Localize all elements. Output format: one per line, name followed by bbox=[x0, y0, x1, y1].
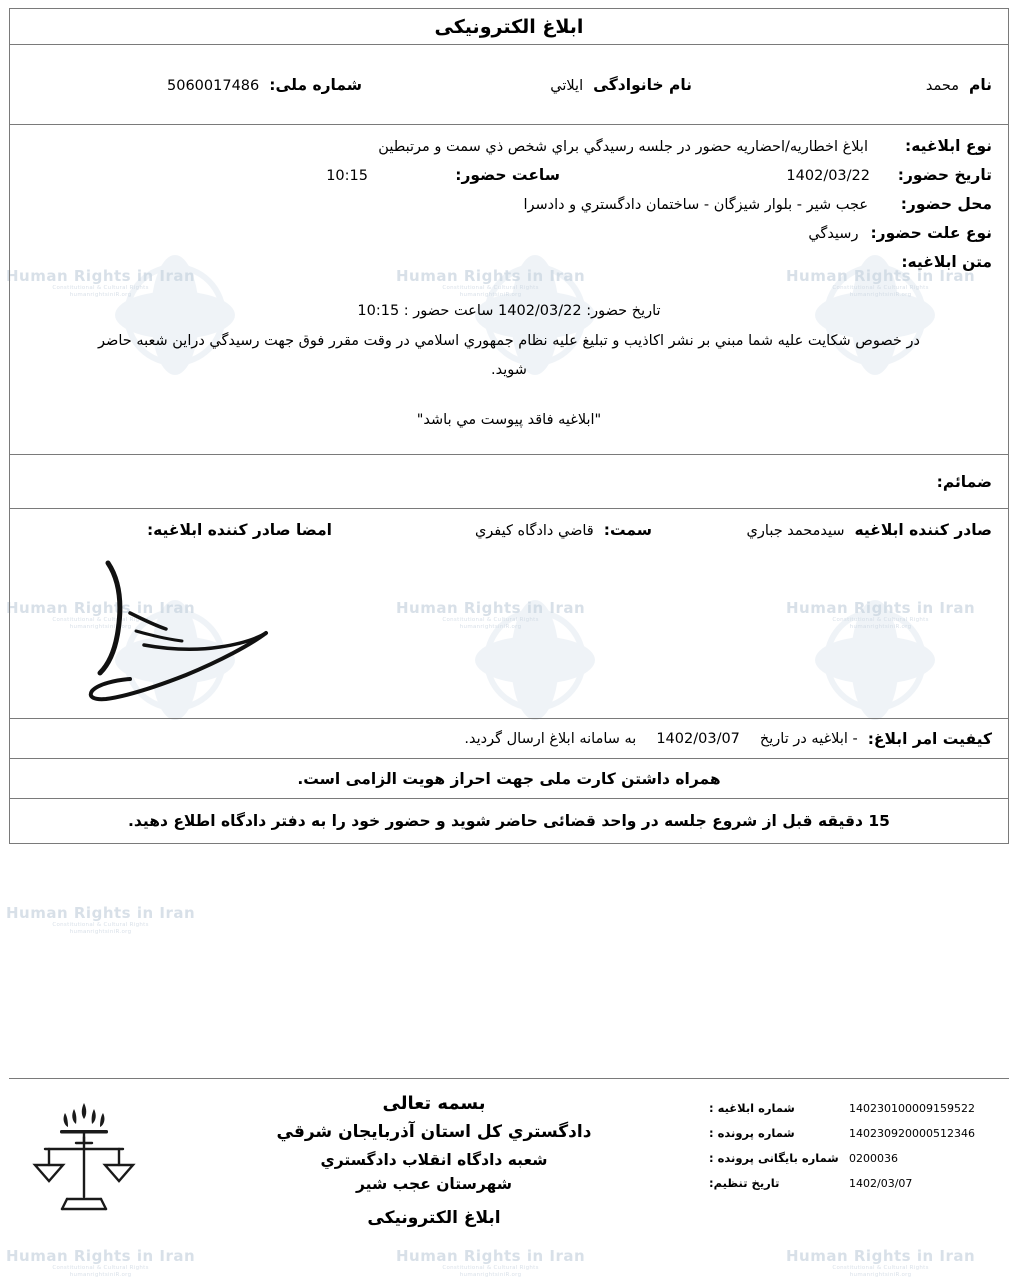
notice-details bbox=[10, 125, 1008, 455]
field-issuer bbox=[652, 521, 992, 539]
attachments-row bbox=[10, 455, 1008, 509]
field-name bbox=[692, 76, 992, 94]
field-family-name bbox=[362, 76, 692, 94]
letterhead-meta bbox=[709, 1093, 1009, 1201]
meta-label: شماره پرونده : bbox=[709, 1126, 795, 1140]
position-label: سمت: bbox=[603, 521, 652, 540]
field-attend-datetime bbox=[26, 166, 992, 184]
meta-row bbox=[709, 1126, 1009, 1140]
notice-type-label: نوع ابلاغیه: bbox=[905, 137, 992, 155]
field-national-id bbox=[26, 76, 362, 94]
issuer-label: صادر کننده ابلاغیه bbox=[854, 521, 992, 540]
name-label: نام bbox=[968, 75, 992, 94]
position-value: قاضي دادگاه کیفري bbox=[474, 523, 594, 540]
attend-reason-label: نوع علت حضور: bbox=[870, 224, 992, 242]
scales-of-justice-icon bbox=[29, 1099, 139, 1219]
meta-row bbox=[709, 1176, 1009, 1190]
attend-place-label: محل حضور: bbox=[900, 195, 992, 213]
judiciary-emblem bbox=[9, 1093, 159, 1219]
issuer-value: سیدمحمد جباري bbox=[746, 523, 845, 540]
notice-type-value: ابلاغ اخطاریه/احضاریه حضور در جلسه رسیدگي براي شخص ذي سمت و مرتبطین bbox=[378, 139, 868, 155]
signature-image bbox=[70, 553, 300, 703]
notice-text-line-1: تاریخ حضور: 1402/03/22 ساعت حضور : 10:15 bbox=[357, 303, 661, 319]
attachments-label: ضمائم: bbox=[936, 472, 992, 491]
letterhead-doc-type: ابلاغ الکترونیکی bbox=[367, 1208, 501, 1229]
notice-text-line-2: در خصوص شکایت علیه شما مبني بر نشر اکاذیب و تبلیغ علیه نظام جمهوري اسلامي در وقت مقرر فوق جهت رسیدگي دراین شعبه حاضر شوید. bbox=[98, 332, 920, 379]
watermark-text: Human Rights in Iran Constitutional & Cultural Rights humanrightsiniR.org bbox=[786, 267, 976, 298]
watermark-text: Human Rights in Iran Constitutional & Cultural Rights humanrightsiniR.org bbox=[396, 267, 586, 298]
delivery-value: - ابلاغیه در تاریخ bbox=[759, 730, 858, 747]
attend-date-value: 1402/03/22 bbox=[786, 168, 870, 184]
organization-line-3: شهرستان عجب شیر bbox=[356, 1175, 512, 1194]
attend-time-value: 10:15 bbox=[326, 168, 368, 184]
notice-text-body bbox=[26, 297, 992, 386]
basmala-text: بسمه تعالی bbox=[382, 1093, 486, 1114]
family-name-label: نام خانوادگی bbox=[593, 75, 692, 94]
notice-arrive-early: 15 دقیقه قبل از شروع جلسه در واحد قضائی حاضر شوید و حضور خود را به دفتر دادگاه اطلاع دهید. bbox=[128, 812, 890, 831]
issuer-line bbox=[26, 521, 992, 539]
field-position bbox=[332, 521, 652, 539]
field-attend-date bbox=[572, 166, 992, 184]
attend-reason-value: رسیدگي bbox=[808, 226, 859, 242]
document-title: ابلاغ الکترونیکی bbox=[10, 9, 1008, 45]
watermark-text: Human Rights in Iran Constitutional & Cultural Rights humanrightsiniR.org bbox=[396, 599, 586, 630]
field-signature-label bbox=[147, 521, 332, 539]
meta-label: تاریخ تنظیم: bbox=[709, 1176, 780, 1190]
field-notice-type bbox=[26, 137, 992, 155]
delivery-status-row bbox=[10, 719, 1008, 759]
watermark-text: Human Rights in Iran Constitutional & Cultural Rights humanrightsiniR.org bbox=[786, 599, 976, 630]
watermark-text: Human Rights in Iran Constitutional & Cultural Rights humanrightsiniR.org bbox=[6, 267, 196, 298]
handwritten-signature-icon bbox=[70, 553, 300, 703]
family-name-value: ايلاتي bbox=[550, 77, 584, 94]
meta-row bbox=[709, 1151, 1009, 1165]
attend-date-label: تاریخ حضور: bbox=[897, 166, 992, 184]
notice-attachment-note: "ابلاغیه فاقد پیوست مي باشد" bbox=[416, 412, 602, 429]
watermark-text: Human Rights in Iran Constitutional & Cultural Rights humanrightsiniR.org bbox=[6, 1247, 196, 1278]
national-id-value: 5060017486 bbox=[167, 77, 260, 94]
field-attend-reason bbox=[26, 224, 992, 242]
letterhead bbox=[9, 1078, 1009, 1228]
watermark-text: Human Rights in Iran Constitutional & Cultural Rights humanrightsiniR.org bbox=[396, 1247, 586, 1278]
identity-row bbox=[10, 45, 1008, 125]
notice-document bbox=[9, 8, 1009, 844]
watermark-text: Human Rights in Iran Constitutional & Cultural Rights humanrightsiniR.org bbox=[6, 599, 196, 630]
watermark-text: Human Rights in Iran Constitutional & Cultural Rights humanrightsiniR.org bbox=[6, 904, 196, 935]
watermark-text: Human Rights in Iran Constitutional & Cultural Rights humanrightsiniR.org bbox=[786, 1247, 976, 1278]
national-id-label: شماره ملی: bbox=[269, 75, 362, 94]
meta-label: شماره بایگانی پرونده : bbox=[709, 1151, 839, 1165]
delivery-suffix: به سامانه ابلاغ ارسال گردید. bbox=[464, 730, 637, 747]
name-value: محمد bbox=[925, 77, 959, 94]
meta-value: 0200036 bbox=[849, 1152, 898, 1165]
attend-place-value: عجب شیر - بلوار شیزگان - ساختمان دادگستري و دادسرا bbox=[523, 197, 868, 213]
organization-line-2: شعبه دادگاه انقلاب دادگستري bbox=[320, 1151, 548, 1169]
delivery-date: 1402/03/07 bbox=[656, 730, 740, 747]
letterhead-center bbox=[159, 1093, 709, 1228]
meta-value: 1402/03/07 bbox=[849, 1177, 913, 1190]
notice-id-card-required: همراه داشتن کارت ملی جهت احراز هویت الزامی است. bbox=[10, 759, 1008, 799]
field-attend-place bbox=[26, 195, 992, 213]
meta-label: شماره ابلاغیه : bbox=[709, 1101, 795, 1115]
attend-time-label: ساعت حضور: bbox=[455, 166, 560, 184]
signature-label: امضا صادر کننده ابلاغیه: bbox=[146, 521, 332, 540]
meta-value: 140230100009159522 bbox=[849, 1102, 975, 1115]
organization-line-1: دادگستري کل استان آذربایجان شرقي bbox=[276, 1122, 592, 1142]
issuer-row bbox=[10, 509, 1008, 719]
notice-text-label: متن ابلاغیه: bbox=[901, 253, 992, 271]
meta-value: 140230920000512346 bbox=[849, 1127, 975, 1140]
delivery-label: کیفیت امر ابلاغ: bbox=[867, 729, 992, 748]
meta-row bbox=[709, 1101, 1009, 1115]
field-attend-time bbox=[326, 166, 560, 184]
